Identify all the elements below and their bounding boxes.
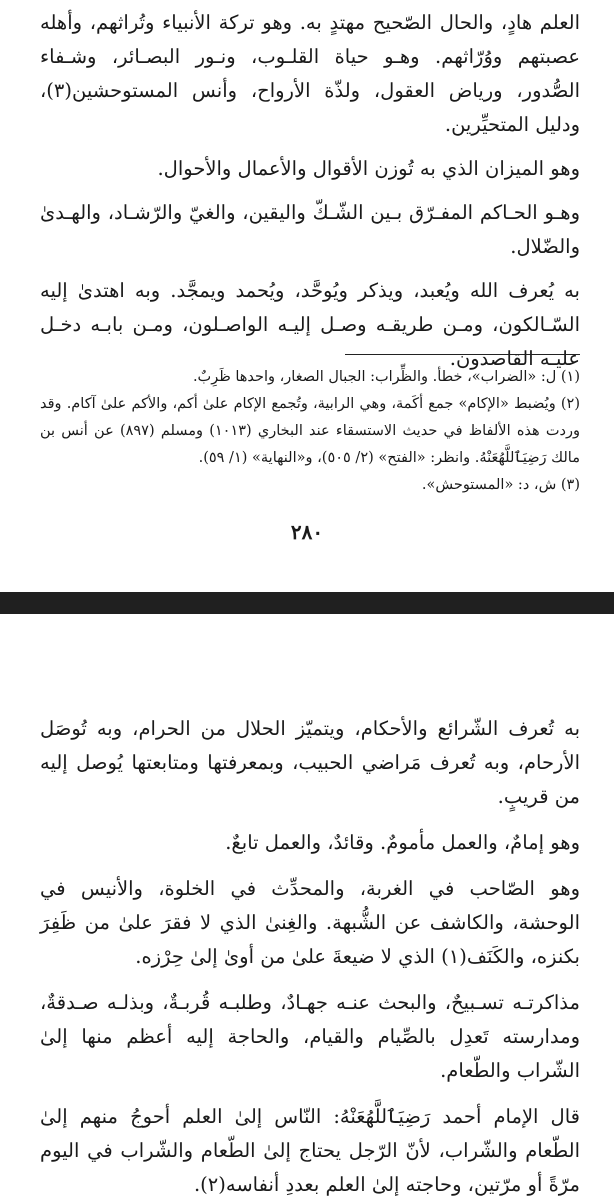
footnote: (١) ل: «الضراب»، خطأ. والظِّراب: الجبال الصغار، واحدها ظَرِبٌ. bbox=[192, 369, 580, 385]
paragraph: وهو الصّاحب في الغربة، والمحدِّث في الخلوة، والأنيس في الوحشة، والكاشف عن الشُّبهة. والغِنىٰ الذي لا فقرَ علىٰ من ظَفِرَ بكنزه، والكَنَف(١) الذي لا ضيعةَ علىٰ من أوىٰ إلىٰ حِرْزه. bbox=[40, 877, 580, 968]
footnote: (٣) ش، د: «المستوحش». bbox=[421, 477, 580, 493]
paragraph: به تُعرف الشّرائع والأحكام، ويتميّز الحلال من الحرام، وبه تُوصَل الأرحام، وبه تُعرف مَراضي الحبيب، وبمعرفتها ومتابعتها يُوصل إليه من قريبٍ. bbox=[40, 717, 580, 808]
footnote: (٢) ويُضبط «الإكام» جمع أكَمة، وهي الرابية، وتُجمع الإكام علىٰ أكم، والأكم علىٰ آكام. وقد وردت هذه الألفاظ في حديث الاستسقاء عند البخاري (١٠١٣) ومسلم (٨٩٧) عن أنس بن مالك رَضِيَٱللَّهُعَنْهُ. وانظر: «الفتح» (٢/ ٥٠٥)، و«النهاية» (١/ ٥٩). bbox=[40, 396, 580, 466]
top-page bbox=[0, 0, 614, 592]
paragraph: قال الإمام أحمد رَضِيَٱللَّهُعَنْهُ: النّاس إلىٰ العلم أحوجُ منهم إلىٰ الطّعام والشّراب، لأنّ الرّجل يحتاج إلىٰ الطّعام والشّراب في اليوم مرّةً أو مرّتين، وحاجته إلىٰ العلم بعددِ أنفاسه(٢). bbox=[40, 1105, 580, 1196]
footnotes bbox=[40, 364, 580, 499]
paragraph: مذاكرتـه تسـبيحٌ، والبحث عنـه جهـادٌ، وطلبـه قُربـةٌ، وبذلـه صـدقةٌ، ومدارسته تَعدِل بالصِّيام والقيام، والحاجة إليه أعظم منها إلىٰ الشّراب والطّعام. bbox=[40, 991, 580, 1082]
paragraph: وهو إمامٌ، والعمل مأمومٌ. وقائدٌ، والعمل تابعٌ. bbox=[225, 831, 580, 854]
page-separator bbox=[0, 592, 614, 614]
bottom-page-body bbox=[40, 712, 580, 1202]
paragraph: وهـو الحـاكم المفـرّق بـين الشّـكّ واليقين، والغيّ والرّشـاد، والهـدىٰ والضّلال. bbox=[40, 201, 580, 258]
footnote-divider bbox=[345, 354, 580, 355]
bottom-page bbox=[0, 614, 614, 1200]
top-page-body bbox=[40, 6, 580, 376]
paragraph: العلم هادٍ، والحال الصّحيح مهتدٍ به. وهو تركة الأنبياء وتُراثهم، وأهله عصبتهم ووُرّاثهم. وهـو حياة القلـوب، ونـور البصـائر، وشـفاء الصُّدور، ورياض العقول، ولذّة الأرواح، وأنس المستوحشين(٣)، ودليل المتحيِّرين. bbox=[40, 11, 580, 136]
paragraph: به يُعرف الله ويُعبد، ويذكر ويُوحَّد، ويُحمد ويمجَّد. وبه اهتدىٰ إليه السّـالكون، ومـن طريقـه وصـل إليـه الواصـلون، ومـن بابـه دخـل عليـه القاصدون. bbox=[40, 279, 580, 370]
paragraph: وهو الميزان الذي به تُوزن الأقوال والأعمال والأحوال. bbox=[157, 157, 580, 180]
page-number: ٢٨٠ bbox=[290, 520, 324, 544]
